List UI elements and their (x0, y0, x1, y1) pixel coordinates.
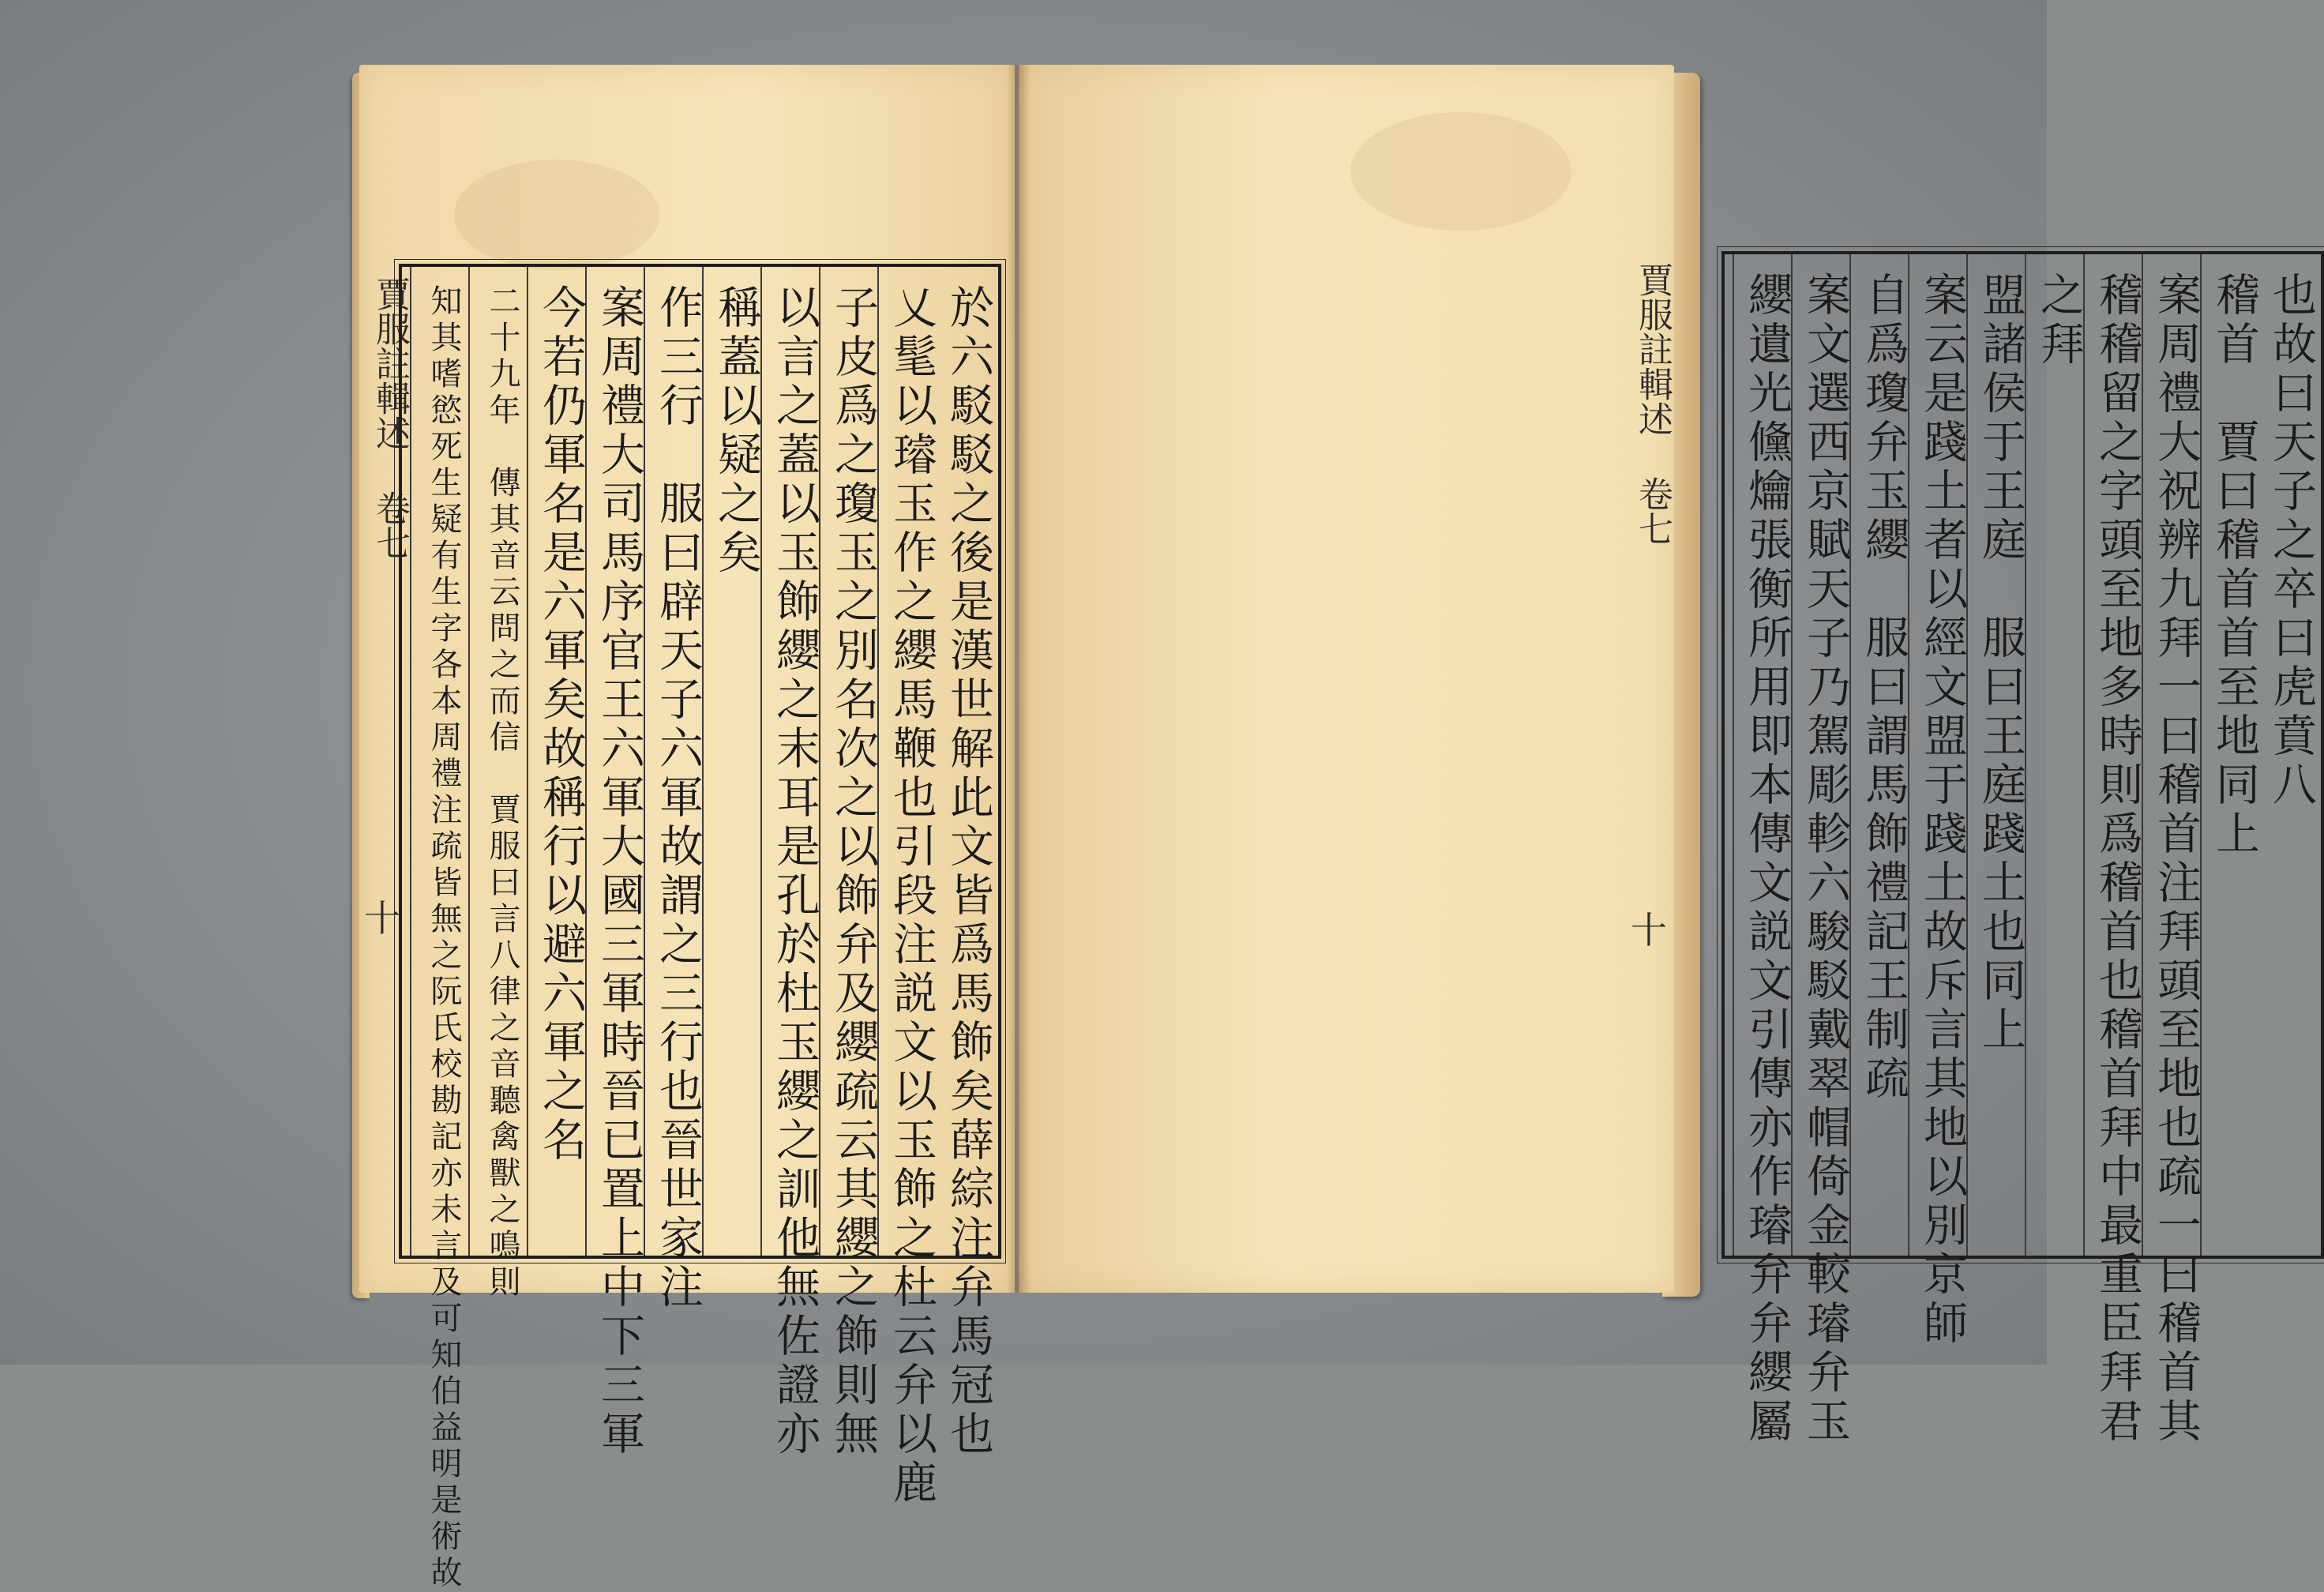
column-text: 作三行 服曰辟天子六軍故謂之三行也晉世家注 (652, 284, 704, 1312)
column-text: 二十九年 傳其音云問之而信 賈服曰言八律之音聽禽獸之鳴則 (484, 284, 520, 1301)
column-text: 乂髦以璿玉作之纓馬鞭也引段注説文以玉飾之杜云弁以鹿 (886, 284, 937, 1508)
column-text: 知其嗜慾死生疑有生字各本周禮注疏皆無之阮氏校勘記亦未言及可知伯益明是術故 (426, 284, 462, 1592)
right-page-number: 十 (1631, 909, 1667, 952)
left-page (359, 65, 1015, 1592)
text-column (1733, 254, 1793, 1447)
left-page-number: 十 (364, 897, 400, 940)
column-text: 案周禮大祝辨九拜一曰稽首注拜頭至地也疏一曰稽首其 (2150, 272, 2202, 1447)
column-text: 子皮爲之瓊玉之別名次之以飾弁及纓疏云其纓之飾則無 (828, 284, 879, 1459)
right-page (1019, 65, 2317, 1447)
column-text: 今若仍軍名是六軍矣故稱行以避六軍之名 (535, 284, 587, 1166)
column-text: 纓遺光儵爚張衡所用即本傳文説文引傳亦作璿弁弁纓屬 (1741, 272, 1793, 1447)
column-text: 盟諸侯于王庭 服曰王庭踐土也同上 (1975, 272, 2026, 1055)
right-text-frame (1721, 251, 2324, 1447)
column-text: 也故曰天子之卒曰虎賁八 (2266, 272, 2317, 810)
column-text: 自爲瓊弁玉纓 服曰謂馬飾禮記王制疏 (1858, 272, 1909, 1104)
column-text: 稽首 賈曰稽首首至地同上 (2209, 272, 2260, 859)
paper-stain (454, 160, 659, 270)
left-text-frame (399, 264, 1001, 1592)
column-text: 以言之蓋以玉飾纓之末耳是孔於杜玉纓之訓他無佐證亦 (769, 284, 820, 1459)
book-gutter (1007, 65, 1031, 1293)
column-text: 案文選西京賦天子乃駕彫軫六駿駁戴翠帽倚金較璿弁玉 (1800, 272, 1851, 1447)
column-text: 之拜 (2033, 272, 2085, 370)
column-text: 案周禮大司馬序官王六軍大國三軍時晉已置上中下三軍 (594, 284, 645, 1459)
column-text: 稱蓋以疑之矣 (711, 284, 762, 578)
column-text: 稽稽留之字頭至地多時則爲稽首也稽首拜中最重臣拜君 (2092, 272, 2143, 1447)
text-column (410, 267, 462, 1592)
column-text: 於六駁駁之後是漢世解此文皆爲馬飾矣薛綜注弁馬冠也 (943, 284, 994, 1459)
open-book (347, 65, 2317, 1592)
paper-stain (1350, 112, 1571, 231)
left-margin-title: 賈服註輯述 卷七 (370, 276, 410, 560)
right-margin-title: 賈服註輯述 卷七 (1632, 262, 1673, 546)
column-text: 案云是踐土者以經文盟于踐土故斥言其地以別京師 (1917, 272, 1968, 1349)
